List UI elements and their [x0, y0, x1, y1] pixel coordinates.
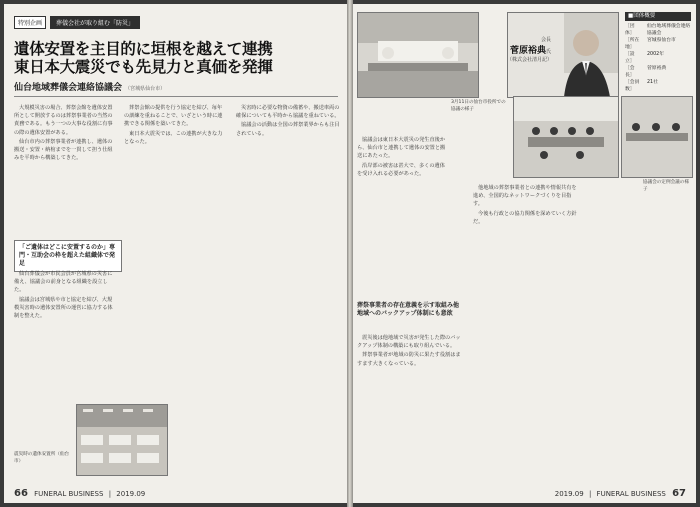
right-page [353, 4, 696, 503]
left-body-column-2 [124, 104, 224, 147]
series-header [14, 16, 140, 29]
paragraph: 東日本大震災では、この連携が大きな力となった。 [124, 130, 223, 145]
series-title: 葬儀会社が取り組む「防災」 [50, 16, 140, 29]
article-title-line2: 東日本大震災でも先見力と真価を発揮 [14, 58, 273, 76]
issue-date: 2019.09 [116, 490, 146, 498]
chairman-role: 会長 [540, 37, 551, 43]
paragraph: 仙台市内の葬祭事業者が連携し、遺体の搬送・安置・納棺までを一貫して担う仕組みを平時から構築してきた。 [14, 138, 113, 162]
chairman-name-tag [507, 36, 551, 63]
morgue-photo-image [77, 405, 167, 475]
paragraph: 仙台葬儀会が市民会員が宮城県の災害に備え、協議会の前身となる組織を設立した。 [14, 271, 113, 294]
meeting-photo-caption: 3月11日の仙台市役所での協議の様子 [451, 100, 506, 112]
chairman-company: （株式会社清月記） [507, 57, 553, 63]
paragraph: 沿岸部の被害は甚大で、多くの遺体を受け入れる必要があった。 [357, 162, 445, 177]
conference-photo-caption: 協議会の定例会議の様子 [643, 180, 689, 192]
left-footer: 66 FUNERAL BUSINESS | 2019.09 [14, 488, 146, 499]
issue-date: 2019.09 [554, 490, 584, 498]
info-row: ［会員数］ 21社 [625, 80, 658, 92]
paragraph: 他地域の葬祭事業者との連携や情報共有を進め、全国的なネットワークづくりを目指す。 [473, 185, 577, 208]
org-info-box [625, 12, 691, 93]
page-number: 67 [672, 488, 686, 499]
info-row: ［団 体］ 仙台地域葬儀会連絡協議会 [625, 24, 691, 36]
left-page [4, 4, 347, 503]
org-name-line [14, 80, 165, 93]
right-subhead: 葬祭事業者の存在意義を示す取組み他地域へのバックアップ体制にも意欲 [357, 302, 460, 317]
paragraph: 震災後は他地域で災害が発生した際のバックアップ体制の構築にも取り組んでいる。 [357, 335, 461, 350]
left-body-column-1 [14, 104, 114, 163]
subhead-box: 「ご遺体はどこに安置するのか」専門・互助会の枠を超えた組織体で発足 [14, 240, 122, 272]
chairman-suffix: 氏 [545, 49, 551, 55]
paragraph: 協議会の活動は全国の葬祭業界からも注目されている。 [236, 122, 340, 137]
title-rule [14, 96, 338, 97]
paragraph: 今後も行政との協力関係を深めていく方針だ。 [473, 210, 577, 225]
conference-photo [621, 96, 693, 178]
morgue-photo [76, 404, 168, 476]
org-info-header: ■団体概要 [625, 12, 691, 21]
paragraph: 葬祭事業者が地域の防災に果たす役割はますます大きくなっている。 [357, 352, 461, 367]
right-body-column-2 [357, 334, 465, 369]
memorial-hall-photo [357, 12, 479, 98]
article-title-line1: 遺体安置を主目的に垣根を越えて連携 [14, 40, 273, 58]
paragraph: 葬祭会館の提供を行う協定を結び、毎年の訓練を重ねることで、いざという時に連携できる関係を築いてきた。 [124, 105, 223, 128]
paragraph: 協議会は東日本大震災の発生直後から、仙台市と連携して遺体の安置と搬送にあたった。 [357, 137, 446, 160]
memorial-hall-image [358, 13, 478, 97]
right-body-column-3 [473, 184, 579, 227]
magazine-name: FUNERAL BUSINESS [34, 490, 104, 498]
paragraph: 災害時に必要な物資の備蓄や、搬送車両の確保についても平時から協議を重ねている。 [236, 105, 340, 120]
meeting-photo-image [514, 97, 618, 177]
org-location: （宮城県仙台市） [125, 86, 166, 92]
left-body-column-3 [236, 104, 340, 139]
meeting-photo [513, 96, 619, 178]
page-number: 66 [14, 488, 28, 499]
left-body-column-1b [14, 270, 114, 321]
org-name: 仙台地域葬儀会連絡協議会 [14, 83, 123, 93]
kicker-label: 特別企画 [14, 16, 46, 29]
conference-photo-image [622, 97, 692, 177]
paragraph: 大規模災害の場合、葬祭会館を遺体安置所として開放するのは葬祭事業者の当然の責務である。もう一つの大事な役割に有事の際の遺体安置がある。 [14, 105, 113, 136]
info-row: ［会 長］ 菅原裕典 [625, 66, 667, 78]
morgue-photo-caption: 震災時の遺体安置所（仙台市） [14, 452, 70, 464]
right-body-column-1 [357, 136, 449, 179]
info-row: ［設 立］ 2002年 [625, 52, 665, 64]
right-footer: 2019.09 | FUNERAL BUSINESS 67 [554, 488, 686, 499]
info-row: ［所在地］ 宮城県仙台市 [625, 38, 676, 50]
paragraph: 協議会は宮城県や市と協定を結び、大規模災害時の遺体安置所の運営に協力する体制を整えた。 [14, 296, 113, 320]
magazine-name: FUNERAL BUSINESS [596, 490, 666, 498]
chairman-name: 菅原裕典 [509, 46, 546, 56]
